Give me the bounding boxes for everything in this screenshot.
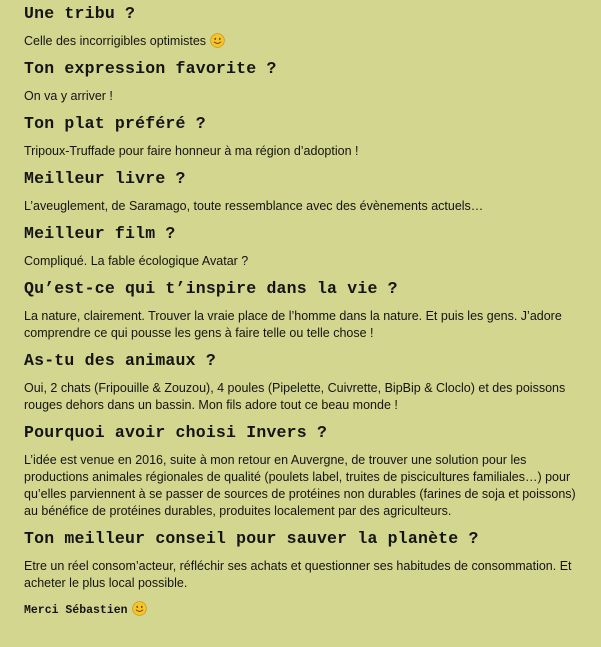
- smiley-emoji-icon: [132, 601, 147, 616]
- question-heading: Ton meilleur conseil pour sauver la planète ?: [24, 529, 479, 548]
- qa-film: [24, 224, 587, 270]
- answer-text: La nature, clairement. Trouver la vraie place de l’homme dans la nature. Et puis les gens. J’adore comprendre ce qui pousse les gens à faire telle ou telle chose !: [24, 309, 562, 340]
- question-heading: Ton plat préféré ?: [24, 114, 206, 133]
- signature-text: Merci Sébastien: [24, 604, 128, 617]
- answer-text: On va y arriver !: [24, 89, 113, 103]
- question-heading: As-tu des animaux ?: [24, 351, 216, 370]
- question-heading: Ton expression favorite ?: [24, 59, 277, 78]
- question-heading: Une tribu ?: [24, 4, 136, 23]
- answer-text-content: Celle des incorrigibles optimistes: [24, 34, 207, 48]
- answer-text: Etre un réel consom’acteur, réfléchir ses achats et questionner ses habitudes de consommation. Et acheter le plus local possible.: [24, 559, 572, 590]
- question-heading: Pourquoi avoir choisi Invers ?: [24, 423, 328, 442]
- qa-invers: [24, 423, 587, 520]
- signature: [24, 601, 587, 619]
- qa-expression: [24, 59, 587, 105]
- question-heading: Qu’est-ce qui t’inspire dans la vie ?: [24, 279, 398, 298]
- answer-text: Compliqué. La fable écologique Avatar ?: [24, 254, 249, 268]
- qa-conseil: [24, 529, 587, 592]
- qa-livre: [24, 169, 587, 215]
- qa-inspiration: [24, 279, 587, 342]
- answer-text: L’idée est venue en 2016, suite à mon retour en Auvergne, de trouver une solution pour les productions animales régionales de qualité (poulets label, truites de piscicultures familiales…) pour qu’elles parviennent à se passer de sources de protéines non durables (farines de soja et poissons) au bénéfice de protéines durables, produites localement par des agriculteurs.: [24, 453, 576, 518]
- qa-tribu: [24, 4, 587, 50]
- qa-plat: [24, 114, 587, 160]
- question-heading: Meilleur film ?: [24, 224, 176, 243]
- answer-text: Oui, 2 chats (Fripouille & Zouzou), 4 poules (Pipelette, Cuivrette, BipBip & Cloclo) et des poissons rouges dehors dans un bassin. Mon fils adore tout ce beau monde !: [24, 381, 566, 412]
- answer-text: Tripoux-Truffade pour faire honneur à ma région d’adoption !: [24, 144, 359, 158]
- answer-text: L’aveuglement, de Saramago, toute ressemblance avec des évènements actuels…: [24, 199, 484, 213]
- answer-text: [24, 33, 587, 50]
- smiley-emoji-icon: [210, 33, 225, 48]
- qa-animaux: [24, 351, 587, 414]
- question-heading: Meilleur livre ?: [24, 169, 186, 188]
